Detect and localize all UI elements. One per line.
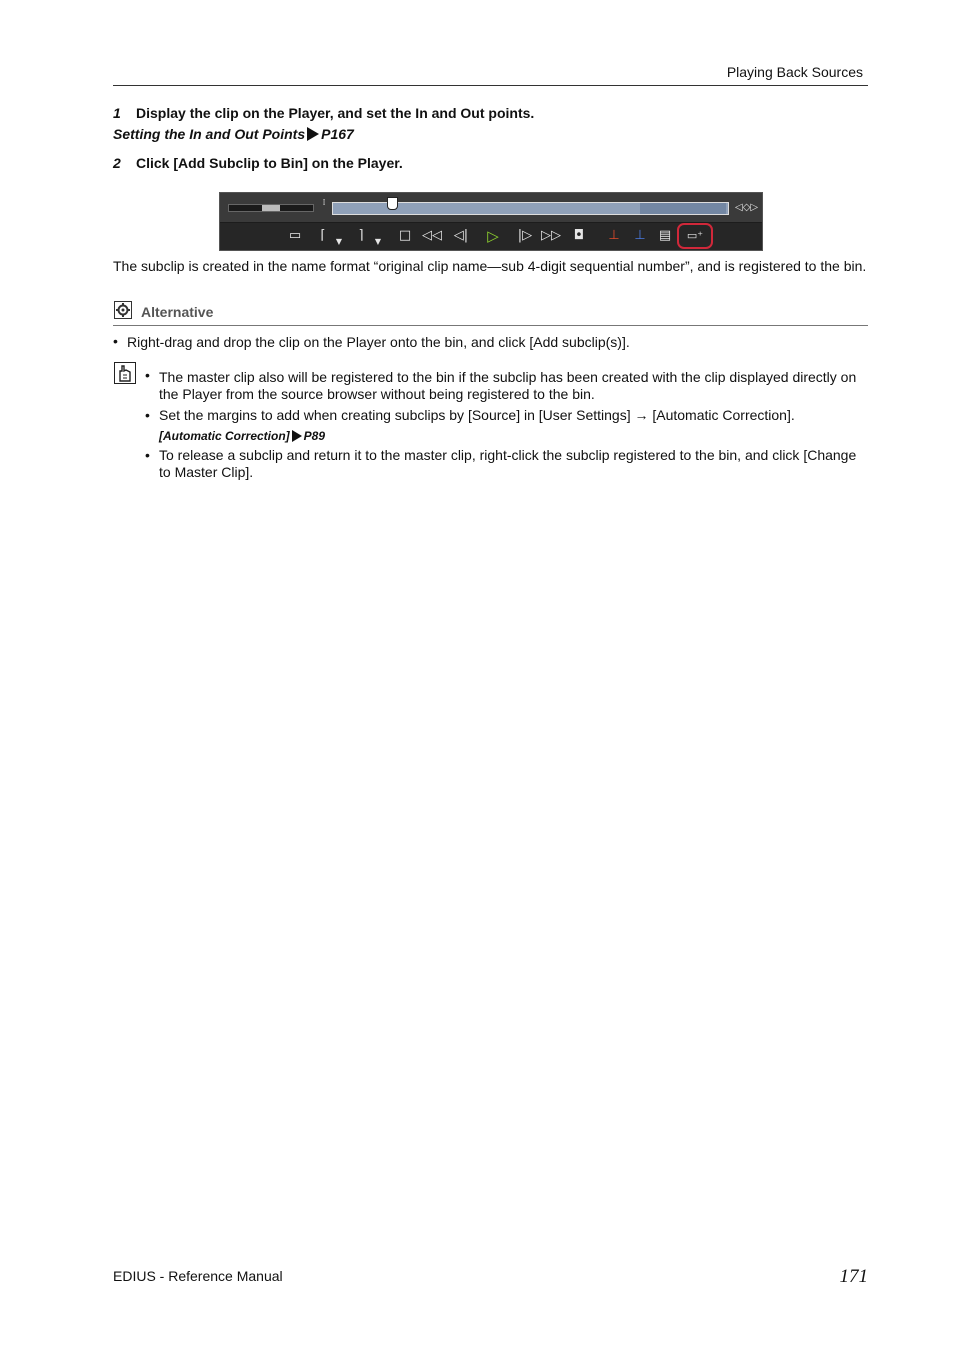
- marker-icon: ⁞: [322, 198, 326, 208]
- alternative-item: Right-drag and drop the clip on the Player onto the bin, and click [Add subclip(s)].: [127, 334, 630, 350]
- rewind-icon: ◁◁: [422, 228, 442, 243]
- xref-page: P89: [303, 429, 326, 443]
- arrow-right-icon: [307, 127, 319, 141]
- page-number: 171: [839, 1266, 868, 1287]
- step-back-icon: ◁|: [453, 228, 469, 243]
- note-hand-icon: [114, 362, 136, 384]
- overwrite-to-timeline-icon: ⊥: [634, 228, 646, 243]
- add-to-bin-icon: ▤: [658, 228, 672, 243]
- alternative-bullet: •: [113, 333, 118, 349]
- step-number: 2: [113, 155, 121, 171]
- step-forward-icon: |▷: [517, 228, 533, 243]
- step-1: [113, 105, 534, 121]
- fast-forward-icon: ▷▷: [541, 228, 561, 243]
- alternative-heading: Alternative: [141, 304, 214, 320]
- player-timeline-row: [220, 193, 762, 223]
- step-2: [113, 155, 403, 171]
- step-number: 1: [113, 105, 121, 121]
- cross-reference-automatic-correction[interactable]: [159, 428, 864, 445]
- xref-text: Setting the In and Out Points: [113, 126, 306, 142]
- add-subclip-to-bin-button: [677, 223, 713, 249]
- out-point-icon: ⌉: [358, 228, 364, 243]
- xref-text: [Automatic Correction]: [159, 429, 290, 443]
- note-item-3: To release a subclip and return it to the master clip, right-click the subclip registered to the bin, and click [Change to Master Clip].: [159, 447, 857, 480]
- chevron-down-icon: ▼: [335, 237, 343, 246]
- note-item-2: Set the margins to add when creating subclips by [Source] in [User Settings] → [Automatic Correction].: [159, 407, 795, 423]
- loop-icon: ◘: [573, 228, 585, 243]
- audio-icon: ◁◇▷: [735, 202, 759, 213]
- player-screenshot: [219, 192, 763, 251]
- step-text: Click [Add Subclip to Bin] on the Player.: [136, 155, 403, 171]
- gear-icon: [114, 301, 132, 319]
- playhead-icon: [387, 197, 398, 210]
- xref-page: P167: [321, 126, 354, 142]
- chevron-down-icon: ▼: [374, 237, 382, 246]
- arrow-right-icon: [292, 430, 302, 442]
- add-subclip-to-bin-icon: ▭⁺: [686, 229, 704, 242]
- cross-reference-in-out[interactable]: [113, 126, 354, 142]
- note-bullet: •: [145, 367, 150, 383]
- footer-manual-title: EDIUS - Reference Manual: [113, 1268, 283, 1284]
- position-bar: [332, 202, 729, 215]
- player-controls-row: [220, 223, 762, 250]
- note-bullet: •: [145, 407, 150, 423]
- insert-to-timeline-icon: ⊥: [608, 228, 620, 243]
- description-paragraph: The subclip is created in the name format “original clip name—sub 4-digit sequential number”, and is registered to the bin.: [113, 258, 867, 274]
- in-point-icon: ⌈: [320, 228, 326, 243]
- tape-icon: ▭: [288, 228, 302, 243]
- step-text: Display the clip on the Player, and set the In and Out points.: [136, 105, 535, 121]
- alternative-divider: [113, 325, 868, 326]
- page-header-title: Playing Back Sources: [726, 64, 863, 80]
- stop-icon: □: [398, 228, 412, 243]
- mini-slider-icon: [228, 204, 314, 212]
- note-bullet: •: [145, 447, 150, 463]
- note-item-1: The master clip also will be registered to the bin if the subclip has been created with the clip displayed directly on the Player from the source browser without being registered to the bin.: [159, 369, 857, 402]
- header-divider: [113, 85, 868, 86]
- play-icon: ▷: [487, 227, 499, 245]
